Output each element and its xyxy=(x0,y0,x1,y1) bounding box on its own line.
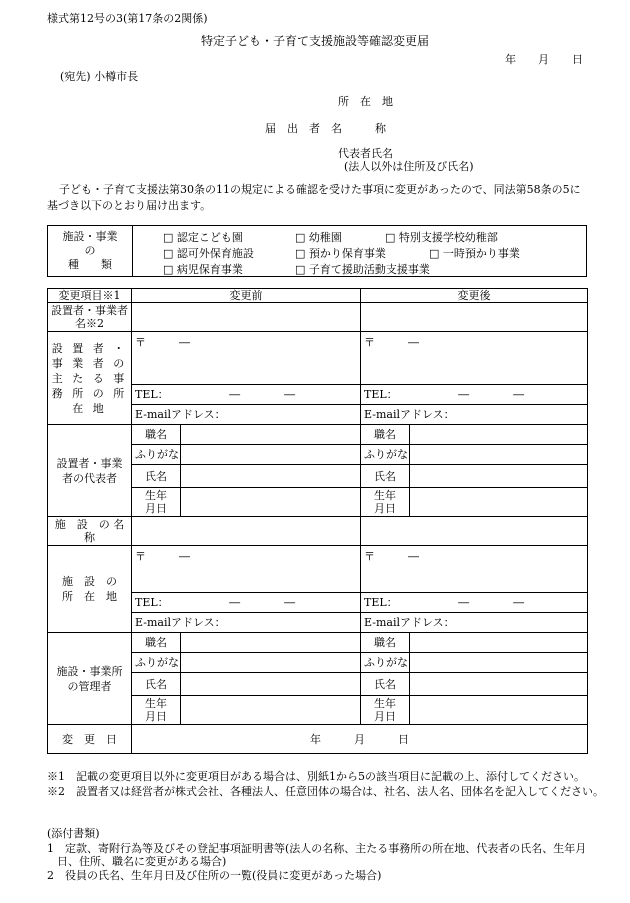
mgr-furigana-before[interactable] xyxy=(181,653,361,673)
facility-type-options xyxy=(133,226,587,277)
facility-email-before[interactable]: E-mailアドレス： xyxy=(132,613,361,633)
rep-furigana-after[interactable] xyxy=(410,445,588,465)
label-facility-name: 施 設 の 名 称 xyxy=(48,517,132,546)
mgr-furigana-label-before: ふりがな xyxy=(132,653,181,673)
mgr-title-label-before: 職名 xyxy=(132,633,181,653)
option-tokubetsu-shien[interactable]: □ 特別支援学校幼稚部 xyxy=(385,231,498,244)
header-before: 変更前 xyxy=(132,289,361,303)
mgr-name-after[interactable] xyxy=(410,673,588,696)
addressee: (宛先) 小樽市長 xyxy=(60,70,139,83)
attachments-heading: (添付書類) xyxy=(47,827,100,840)
rep-name-label-before: 氏名 xyxy=(132,465,181,488)
option-ichiji-azukari[interactable]: □ 一時預かり事業 xyxy=(429,247,520,260)
header-item: 変更項目※1 xyxy=(48,289,132,303)
office-email-before[interactable]: E-mailアドレス： xyxy=(132,405,361,425)
attachment-2: 2 役員の氏名、生年月日及び住所の一覧(役員に変更があった場合) xyxy=(47,869,382,882)
option-ninkagai-hoiku[interactable]: □ 認可外保育施設 xyxy=(163,247,254,260)
option-byouji-hoiku[interactable]: □ 病児保育事業 xyxy=(163,263,243,276)
option-nintei-kodomoen[interactable]: □ 認定こども園 xyxy=(163,231,243,244)
owner-name-before[interactable] xyxy=(132,303,361,332)
label-change-date: 変 更 日 xyxy=(48,725,132,754)
option-azukari-hoiku[interactable]: □ 預かり保育事業 xyxy=(295,247,386,260)
rep-furigana-before[interactable] xyxy=(181,445,361,465)
representative-note: (法人以外は住所及び氏名) xyxy=(344,160,474,173)
mgr-birth-label-before: 生年月日 xyxy=(132,696,181,725)
change-date-value[interactable]: 年 月 日 xyxy=(132,725,588,754)
facility-tel-after[interactable]: TEL： ― ― xyxy=(361,593,588,613)
attachment-1: 1 定款、寄附行為等及びその登記事項証明書等(法人の名称、主たる事務所の所在地、代表者の氏名、生年月日、住所、職名に変更がある場合) xyxy=(47,842,587,868)
rep-birth-after[interactable] xyxy=(410,488,588,517)
office-tel-before[interactable]: TEL： ― ― xyxy=(132,385,361,405)
note-1: ※1 記載の変更項目以外に変更項目がある場合は、別紙1から5の該当項目に記載の上、添付してください。 xyxy=(47,770,585,783)
rep-name-after[interactable] xyxy=(410,465,588,488)
notifier-location: 所 在 地 xyxy=(338,95,393,108)
rep-name-before[interactable] xyxy=(181,465,361,488)
rep-birth-label-before: 生年月日 xyxy=(132,488,181,517)
notifier-name: 届 出 者 名 称 xyxy=(265,122,386,135)
rep-name-label-after: 氏名 xyxy=(361,465,410,488)
facility-postal-after[interactable]: 〒 ― xyxy=(361,546,588,593)
facility-type-table xyxy=(47,225,587,277)
office-tel-after[interactable]: TEL： ― ― xyxy=(361,385,588,405)
date-year: 年 xyxy=(505,53,516,66)
owner-name-after[interactable] xyxy=(361,303,588,332)
option-youchien[interactable]: □ 幼稚園 xyxy=(295,231,342,244)
rep-title-before[interactable] xyxy=(181,425,361,445)
mgr-name-label-after: 氏名 xyxy=(361,673,410,696)
label-manager: 施設・事業所の管理者 xyxy=(48,633,132,725)
facility-name-before[interactable] xyxy=(132,517,361,546)
mgr-birth-label-after: 生年月日 xyxy=(361,696,410,725)
mgr-title-before[interactable] xyxy=(181,633,361,653)
intro-text: 子ども・子育て支援法第30条の11の規定による確認を受けた事項に変更があったので、同法第58条の5に基づき以下のとおり届け出ます。 xyxy=(47,183,581,212)
facility-postal-before[interactable]: 〒 ― xyxy=(132,546,361,593)
rep-title-after[interactable] xyxy=(410,425,588,445)
mgr-furigana-label-after: ふりがな xyxy=(361,653,410,673)
mgr-furigana-after[interactable] xyxy=(410,653,588,673)
form-number: 様式第12号の3(第17条の2関係) xyxy=(47,12,208,25)
facility-type-label-line1: 施設・事業 xyxy=(62,230,118,243)
facility-type-label-line2: の xyxy=(84,244,96,257)
mgr-birth-before[interactable] xyxy=(181,696,361,725)
mgr-title-label-after: 職名 xyxy=(361,633,410,653)
facility-name-after[interactable] xyxy=(361,517,588,546)
facility-email-after[interactable]: E-mailアドレス： xyxy=(361,613,588,633)
mgr-title-after[interactable] xyxy=(410,633,588,653)
mgr-name-label-before: 氏名 xyxy=(132,673,181,696)
office-postal-before[interactable]: 〒 ― xyxy=(132,332,361,385)
office-email-after[interactable]: E-mailアドレス： xyxy=(361,405,588,425)
change-items-table xyxy=(47,288,588,754)
mgr-name-before[interactable] xyxy=(181,673,361,696)
representative-name: 代表者氏名 xyxy=(338,147,393,160)
option-kosodate-enjo[interactable]: □ 子育て援助活動支援事業 xyxy=(295,263,430,276)
form-title: 特定子ども・子育て支援施設等確認変更届 xyxy=(200,34,429,48)
label-representative: 設置者・事業者の代表者 xyxy=(48,425,132,517)
office-postal-after[interactable]: 〒 ― xyxy=(361,332,588,385)
rep-title-label-after: 職名 xyxy=(361,425,410,445)
rep-furigana-label-before: ふりがな xyxy=(132,445,181,465)
facility-tel-before[interactable]: TEL： ― ― xyxy=(132,593,361,613)
date-day: 日 xyxy=(572,53,583,66)
rep-birth-label-after: 生年月日 xyxy=(361,488,410,517)
label-owner-name: 設置者・事業者名※2 xyxy=(48,303,132,332)
mgr-birth-after[interactable] xyxy=(410,696,588,725)
rep-birth-before[interactable] xyxy=(181,488,361,517)
note-2: ※2 設置者又は経営者が株式会社、各種法人、任意団体の場合は、社名、法人名、団体名を記入してください。 xyxy=(47,785,604,798)
header-after: 変更後 xyxy=(361,289,588,303)
rep-title-label-before: 職名 xyxy=(132,425,181,445)
label-facility-address: 施 設 の 所 在 地 xyxy=(48,546,132,633)
label-office-address: 設 置 者 ・ 事 業 者 の 主 た る 事 務 所 の 所 在 地 xyxy=(48,332,132,425)
facility-type-label xyxy=(48,226,133,277)
rep-furigana-label-after: ふりがな xyxy=(361,445,410,465)
date-month: 月 xyxy=(538,53,549,66)
facility-type-label-line3: 種 類 xyxy=(68,258,112,271)
